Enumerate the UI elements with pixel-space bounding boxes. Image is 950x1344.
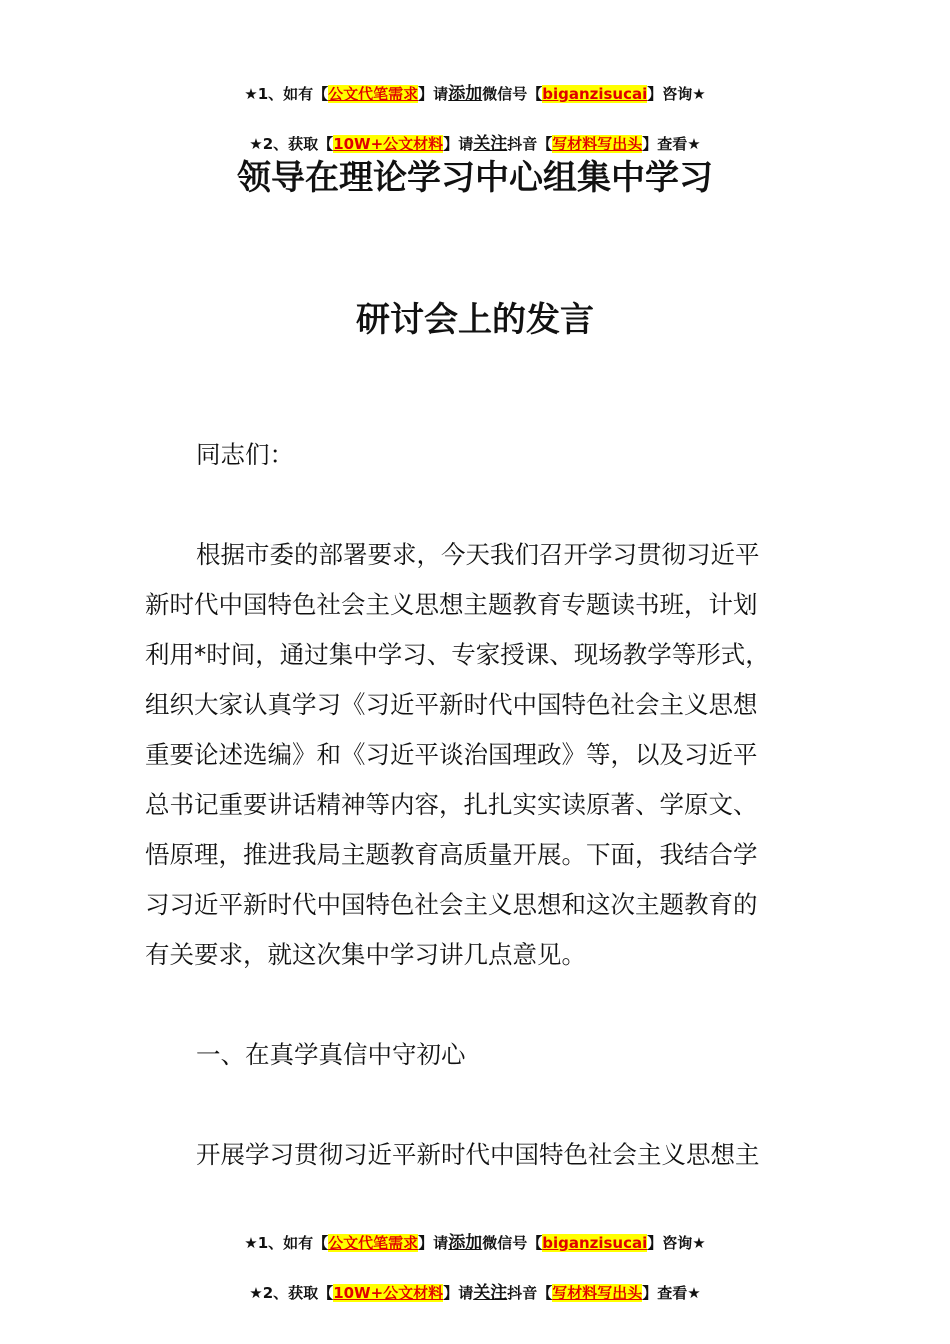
text: ★2、获取【 — [249, 1284, 334, 1302]
wechat-id: biganzisucai — [542, 85, 648, 103]
text: ★1、如有【 — [244, 85, 329, 103]
paragraph-line: 习习近平新时代中国特色社会主义思想和这次主题教育的 — [145, 890, 758, 919]
highlight-text: 公文代笔需求 — [328, 85, 419, 103]
banner-line-2 — [0, 1268, 950, 1318]
highlight-text: 公文代笔需求 — [328, 1234, 419, 1252]
text: 】查看★ — [642, 1284, 701, 1302]
paragraph-line: 根据市委的部署要求，今天我们召开学习贯彻习近平 — [196, 540, 760, 569]
highlight-text: 10W+公文材料 — [333, 135, 444, 153]
text: 抖音【 — [507, 135, 553, 153]
document-body — [145, 430, 807, 1180]
banner-line-1 — [0, 1218, 950, 1268]
text: 】查看★ — [642, 135, 701, 153]
text: 】请 — [418, 1234, 449, 1252]
wechat-id: biganzisucai — [542, 1234, 648, 1252]
text: 】请 — [418, 85, 449, 103]
paragraph-2-line: 开展学习贯彻习近平新时代中国特色社会主义思想主 — [196, 1140, 760, 1169]
document-title-line-2: 研讨会上的发言 — [356, 300, 594, 340]
paragraph-1 — [145, 530, 807, 980]
text: 】咨询★ — [647, 1234, 706, 1252]
douyin-id: 写材料写出头 — [552, 1284, 643, 1302]
paragraph-line: 新时代中国特色社会主义思想主题教育专题读书班，计划 — [145, 590, 758, 619]
paragraph-line: 利用*时间，通过集中学习、专家授课、现场教学等形式， — [145, 640, 770, 669]
section-heading: 一、在真学真信中守初心 — [196, 1040, 466, 1069]
paragraph-line: 悟原理，推进我局主题教育高质量开展。下面，我结合学 — [145, 840, 758, 869]
text: 】咨询★ — [647, 85, 706, 103]
douyin-id: 写材料写出头 — [552, 135, 643, 153]
text: 】请 — [443, 1284, 474, 1302]
document-title-line-1: 领导在理论学习中心组集中学习 — [237, 158, 713, 198]
paragraph-line: 组织大家认真学习《习近平新时代中国特色社会主义思想 — [145, 690, 758, 719]
underlined-text: 添加 — [448, 84, 483, 104]
text: 】请 — [443, 135, 474, 153]
text: 微信号【 — [482, 1234, 543, 1252]
text: 抖音【 — [507, 1284, 553, 1302]
highlight-text: 10W+公文材料 — [333, 1284, 444, 1302]
text: ★1、如有【 — [244, 1234, 329, 1252]
paragraph-line: 重要论述选编》和《习近平谈治国理政》等，以及习近平 — [145, 740, 758, 769]
salutation: 同志们： — [196, 440, 294, 469]
text: 微信号【 — [482, 85, 543, 103]
underlined-text: 关注 — [473, 134, 508, 154]
paragraph-line: 总书记重要讲话精神等内容，扎扎实实读原著、学原文、 — [145, 790, 758, 819]
paragraph-line: 有关要求，就这次集中学习讲几点意见。 — [145, 940, 586, 969]
banner-line-1 — [0, 69, 950, 119]
underlined-text: 添加 — [448, 1233, 483, 1253]
underlined-text: 关注 — [473, 1283, 508, 1303]
text: ★2、获取【 — [249, 135, 334, 153]
footer-banner — [0, 1218, 950, 1318]
